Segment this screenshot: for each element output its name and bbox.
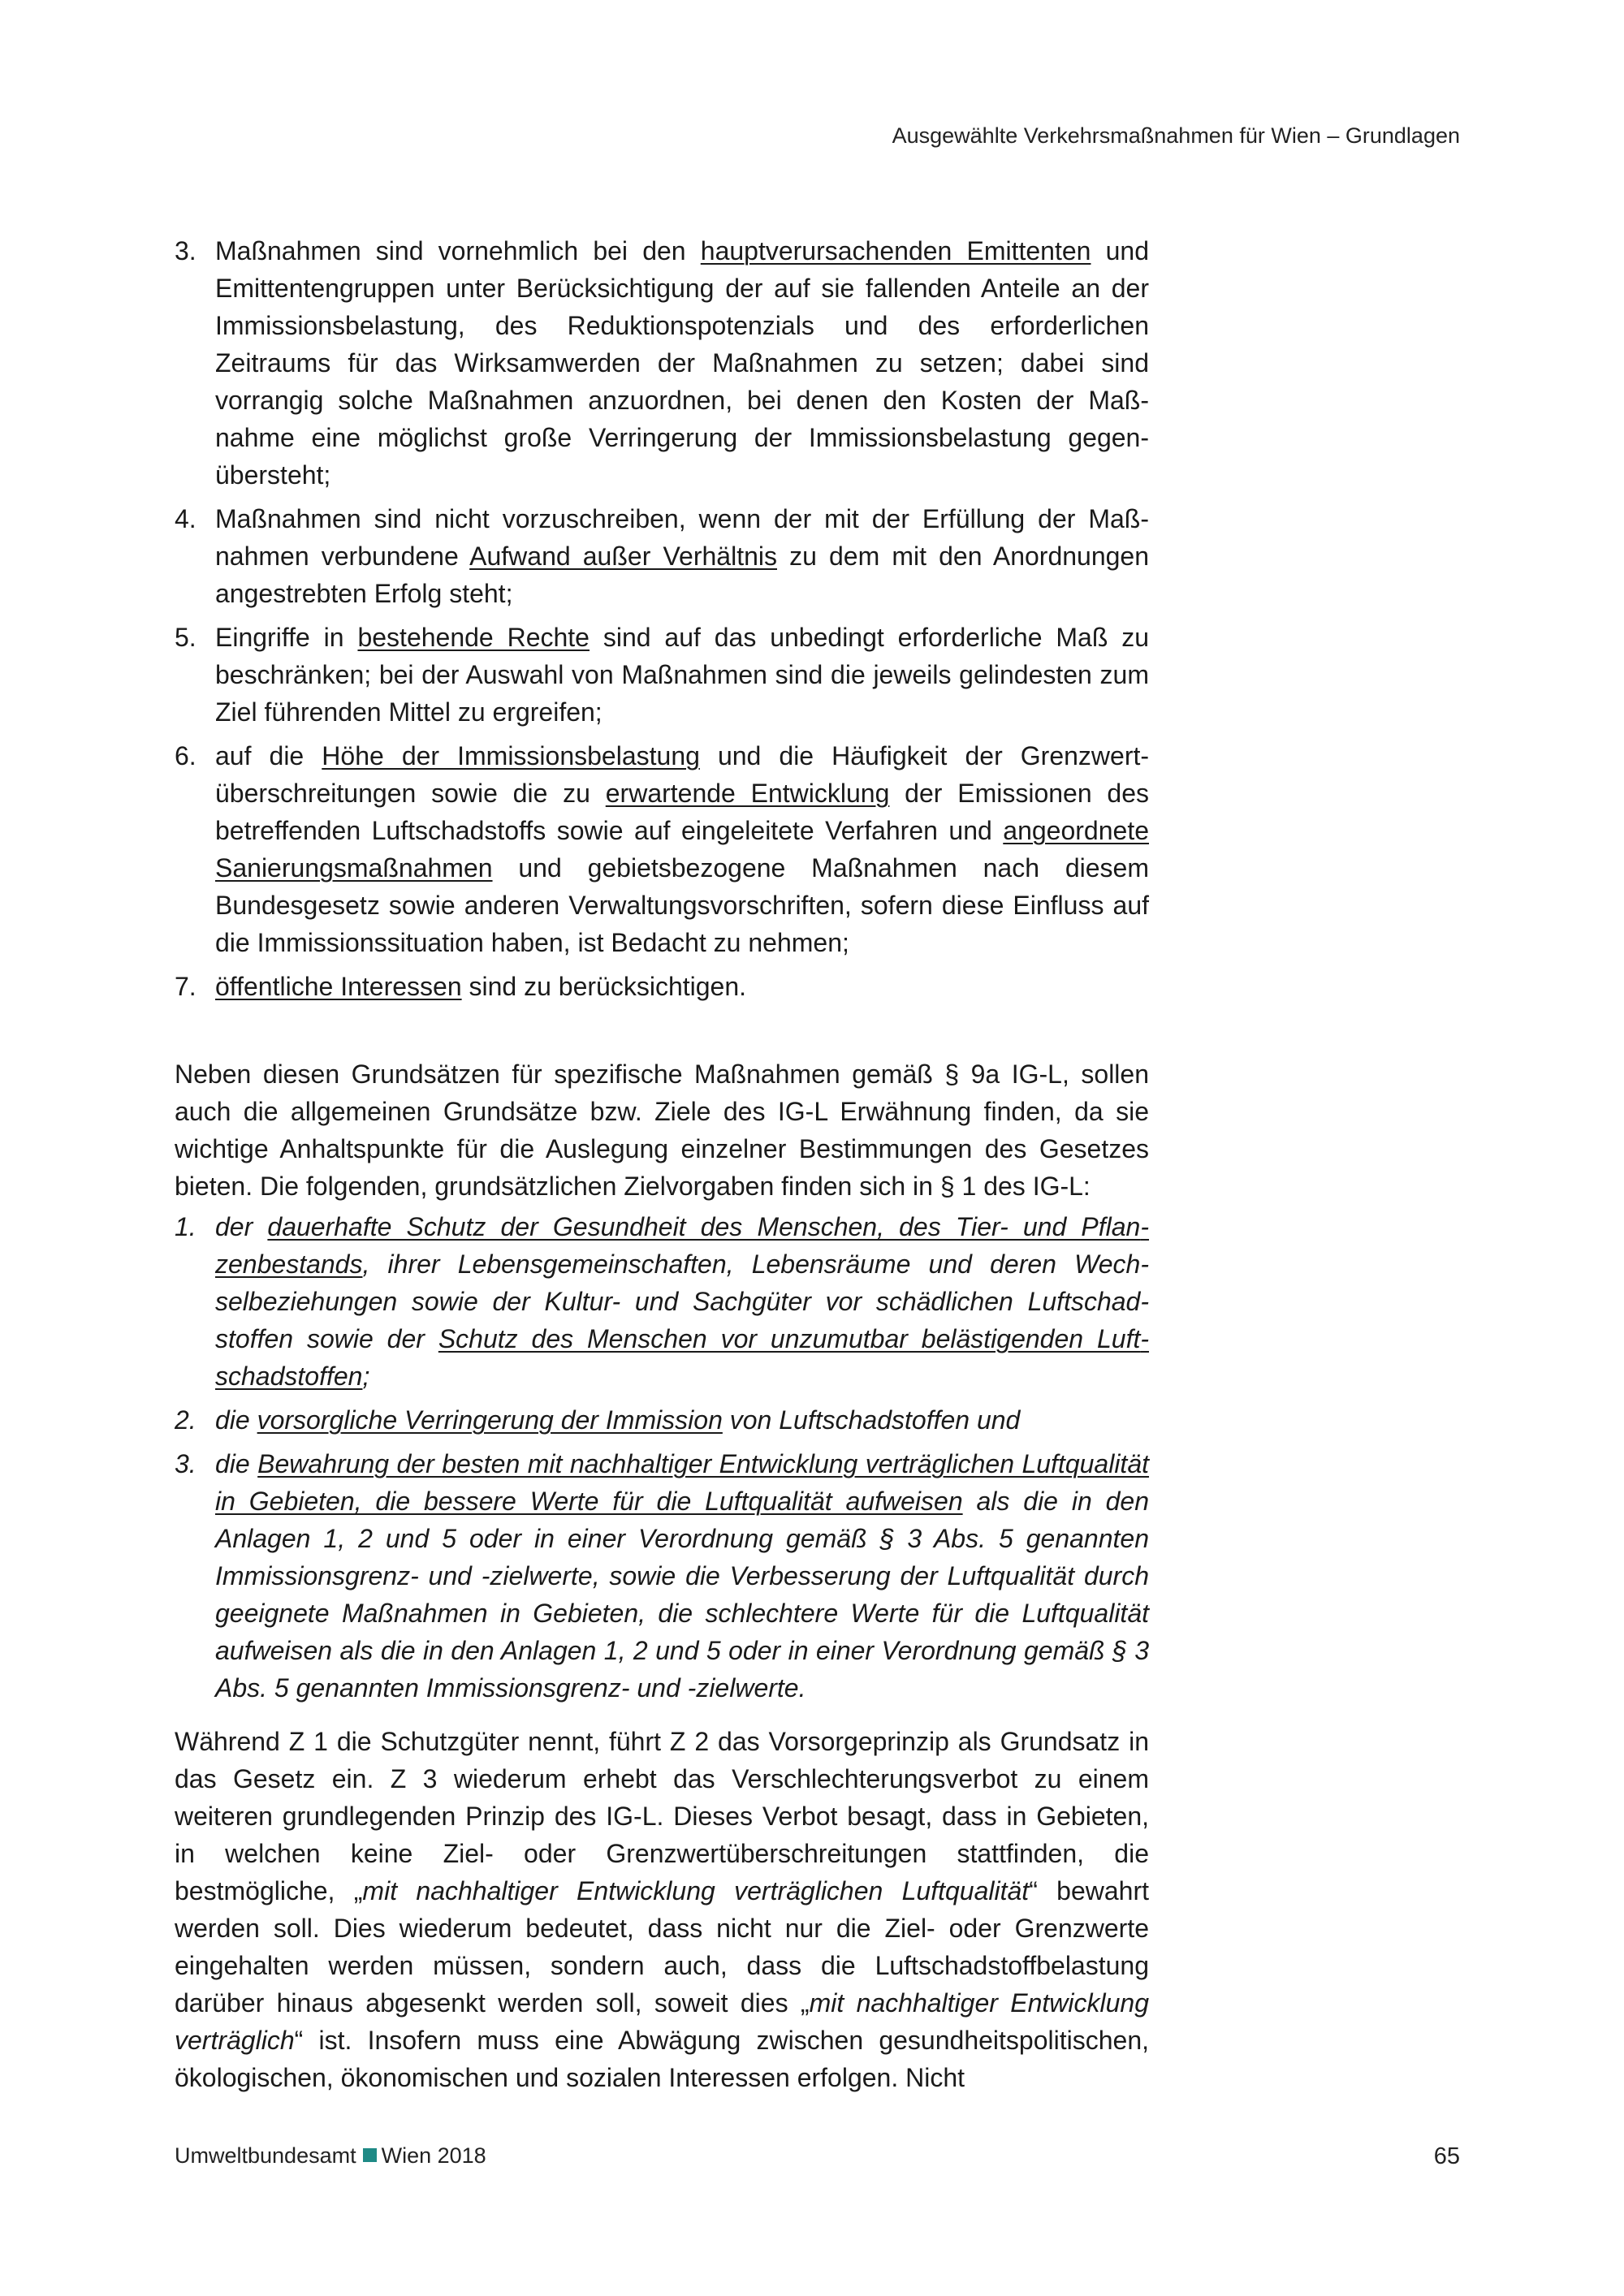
running-header: Ausgewählte Verkehrsmaßnahmen für Wien – Grundlagen (892, 123, 1460, 148)
explanation-paragraph (175, 1723, 1149, 2096)
text-run: auf die (215, 741, 322, 770)
place-year: Wien 2018 (381, 2143, 486, 2168)
underlined-text: bestehende Rechte (357, 623, 590, 652)
publisher-name: Umweltbundesamt (175, 2143, 356, 2168)
underlined-text: vorsorgliche Verringerung der Immission (257, 1405, 723, 1435)
list-number: 7. (175, 972, 197, 1001)
text-run: Maßnahmen sind vornehmlich bei den (215, 236, 701, 265)
list-item-text (215, 1405, 1020, 1435)
ig-l-objectives-list (175, 1208, 1149, 1707)
list-item (175, 232, 1149, 494)
text-run: und gebietsbezogene Maßnahmen nach diesem Bundesgesetz sowie anderen Verwaltungsvorschriften, sofern diese Einfluss auf die Immissionssituation haben, ist Bedacht zu nehmen; (215, 853, 1149, 957)
list-number: 2. (175, 1405, 197, 1435)
text-run: als die in den Anlagen 1, 2 und 5 oder in einer Verordnung gemäß § 3 Abs. 5 genannten Immissionsgrenz- und -zielwerte, sowie die Verbesserung der Luftqualität durch geeignete Maßnahmen in Gebieten, die schlechtere Werte für die Luftqualität aufweisen als die in den Anlagen 1, 2 und 5 oder in einer Verordnung gemäß § 3 Abs. 5 genannten Immissionsgrenz- und -zielwerte. (215, 1487, 1149, 1703)
list-number: 3. (175, 236, 197, 265)
text-run: sind auf das unbedingt erforderliche Maß zu beschränken; bei der Auswahl von Maßnahmen sind die jeweils gelindesten zum Ziel führenden Mittel zu ergreifen; (215, 623, 1150, 727)
text-run: Während Z 1 die Schutzgüter nennt, führt Z 2 das Vorsorgeprinzip als Grundsatz in das Gesetz ein. Z 3 wiederum erhebt das Verschlechterungsverbot zu einem weiteren grundlegenden Prinzip des IG-L. Dieses Verbot besagt, dass in Gebieten, in welchen keine Ziel- oder Grenzwertüberschreitungen stattfinden, die bestmögliche, „ (175, 1727, 1149, 1905)
text-run: “ ist. Insofern muss eine Abwägung zwischen gesundheitspolitischen, ökologischen, ökonomischen und sozialen Interessen erfolgen. Nicht (175, 2026, 1149, 2092)
underlined-text: hauptverursachenden Emittenten (700, 236, 1091, 265)
text-run: und Emittentengruppen unter Berücksichtigung der auf sie fallenden Anteile an der Immissionsbelastung, des Reduktionspotenzials und des erforderlichen Zeitraums für das Wirksamwerden der Maßnahmen zu setzen; dabei sind vorrangig solche Maßnahmen anzuordnen, bei denen den Kosten der Maßnahme eine möglichst große Verringerung der Immissionsbelastung gegenübersteht; (215, 236, 1150, 490)
list-item-text (215, 972, 746, 1001)
text-run: die (215, 1405, 257, 1435)
text-run: der Emissionen des betreffenden Luftschadstoffs sowie auf eingeleitete Verfahren und (215, 779, 1150, 845)
list-item-text (215, 1449, 1149, 1703)
text-run: ; (362, 1362, 370, 1391)
list-number: 1. (175, 1212, 197, 1241)
underlined-text: öffentliche Interessen (215, 972, 462, 1001)
list-item (175, 968, 1149, 1005)
underlined-text: Aufwand außer Verhältnis (469, 542, 777, 571)
underlined-text: Höhe der Immissionsbelastung (322, 741, 700, 770)
footer-publisher (175, 2143, 486, 2169)
list-number: 5. (175, 623, 197, 652)
text-run: , ihrer Lebensgemeinschaften, Lebensräume und deren Wechselbeziehungen sowie der Kultur- und Sachgüter vor schädlichen Luftschadstoffen sowie der (215, 1249, 1149, 1353)
list-item-text (215, 623, 1149, 727)
teal-square-icon (363, 2148, 377, 2162)
text-run: Eingriffe in (215, 623, 358, 652)
list-item (175, 1401, 1149, 1439)
text-run: der (215, 1212, 268, 1241)
underlined-text: erwartende Entwicklung (605, 779, 890, 808)
list-item (175, 737, 1149, 961)
underlined-text: dauerhafte Schutz der Gesundheit des Menschen, des Tier- und Pflanzenbestands (215, 1212, 1150, 1279)
italic-quote: mit nachhaltiger Entwicklung verträglich (175, 1988, 1150, 2055)
text-run: zu dem mit den Anordnungen angestrebten Erfolg steht; (215, 542, 1150, 608)
list-number: 3. (175, 1449, 197, 1478)
text-run: sind zu berücksichtigen. (461, 972, 747, 1001)
italic-quote: mit nachhaltiger Entwicklung verträglichen Luftqualität (362, 1876, 1030, 1905)
intro-paragraph: Neben diesen Grundsätzen für spezifische Maßnahmen gemäß § 9a IG-L, sollen auch die allgemeinen Grundsätze bzw. Ziele des IG-L Erwähnung finden, da sie wichtige Anhaltspunkte für die Auslegung einzelner Bestimmungen des Gesetzes bieten. Die folgenden, grundsätzlichen Zielvorgaben finden sich in § 1 des IG-L: (175, 1060, 1149, 1201)
measures-principles-list (175, 232, 1149, 1005)
text-run: “ bewahrt werden soll. Dies wiederum bedeutet, dass nicht nur die Ziel- oder Grenzwerte eingehalten werden müssen, sondern auch, dass die Luftschadstoffbelastung darüber hinaus abgesenkt werden soll, soweit dies „ (175, 1876, 1150, 2018)
list-item (175, 619, 1149, 731)
list-number: 4. (175, 504, 197, 533)
underlined-text: angeordnete Sanierungsmaßnahmen (215, 816, 1149, 883)
list-item-text (215, 236, 1149, 490)
text-run: von Luftschadstoffen und (722, 1405, 1021, 1435)
text-run: die (215, 1449, 258, 1478)
text-run: und die Häufigkeit der Grenzwertüberschreitungen sowie die zu (215, 741, 1150, 808)
list-number: 6. (175, 741, 197, 770)
list-item-text (215, 741, 1149, 957)
list-item-text (215, 504, 1149, 608)
list-item-text (215, 1212, 1149, 1391)
body-content (175, 232, 1149, 2096)
underlined-text: Schutz des Menschen vor unzumutbar belästigenden Luftschadstoffen (215, 1324, 1149, 1391)
list-item (175, 1445, 1149, 1707)
page-number: 65 (1433, 2143, 1460, 2169)
list-item (175, 1208, 1149, 1395)
list-item (175, 500, 1149, 612)
text-run: Maßnahmen sind nicht vorzuschreiben, wenn der mit der Erfüllung der Maßnahmen verbundene (215, 504, 1149, 571)
underlined-text: Bewahrung der besten mit nachhaltiger Entwicklung verträglichen Luftqualität in Gebieten, die bessere Werte für die Luftqualität aufweisen (215, 1449, 1150, 1516)
